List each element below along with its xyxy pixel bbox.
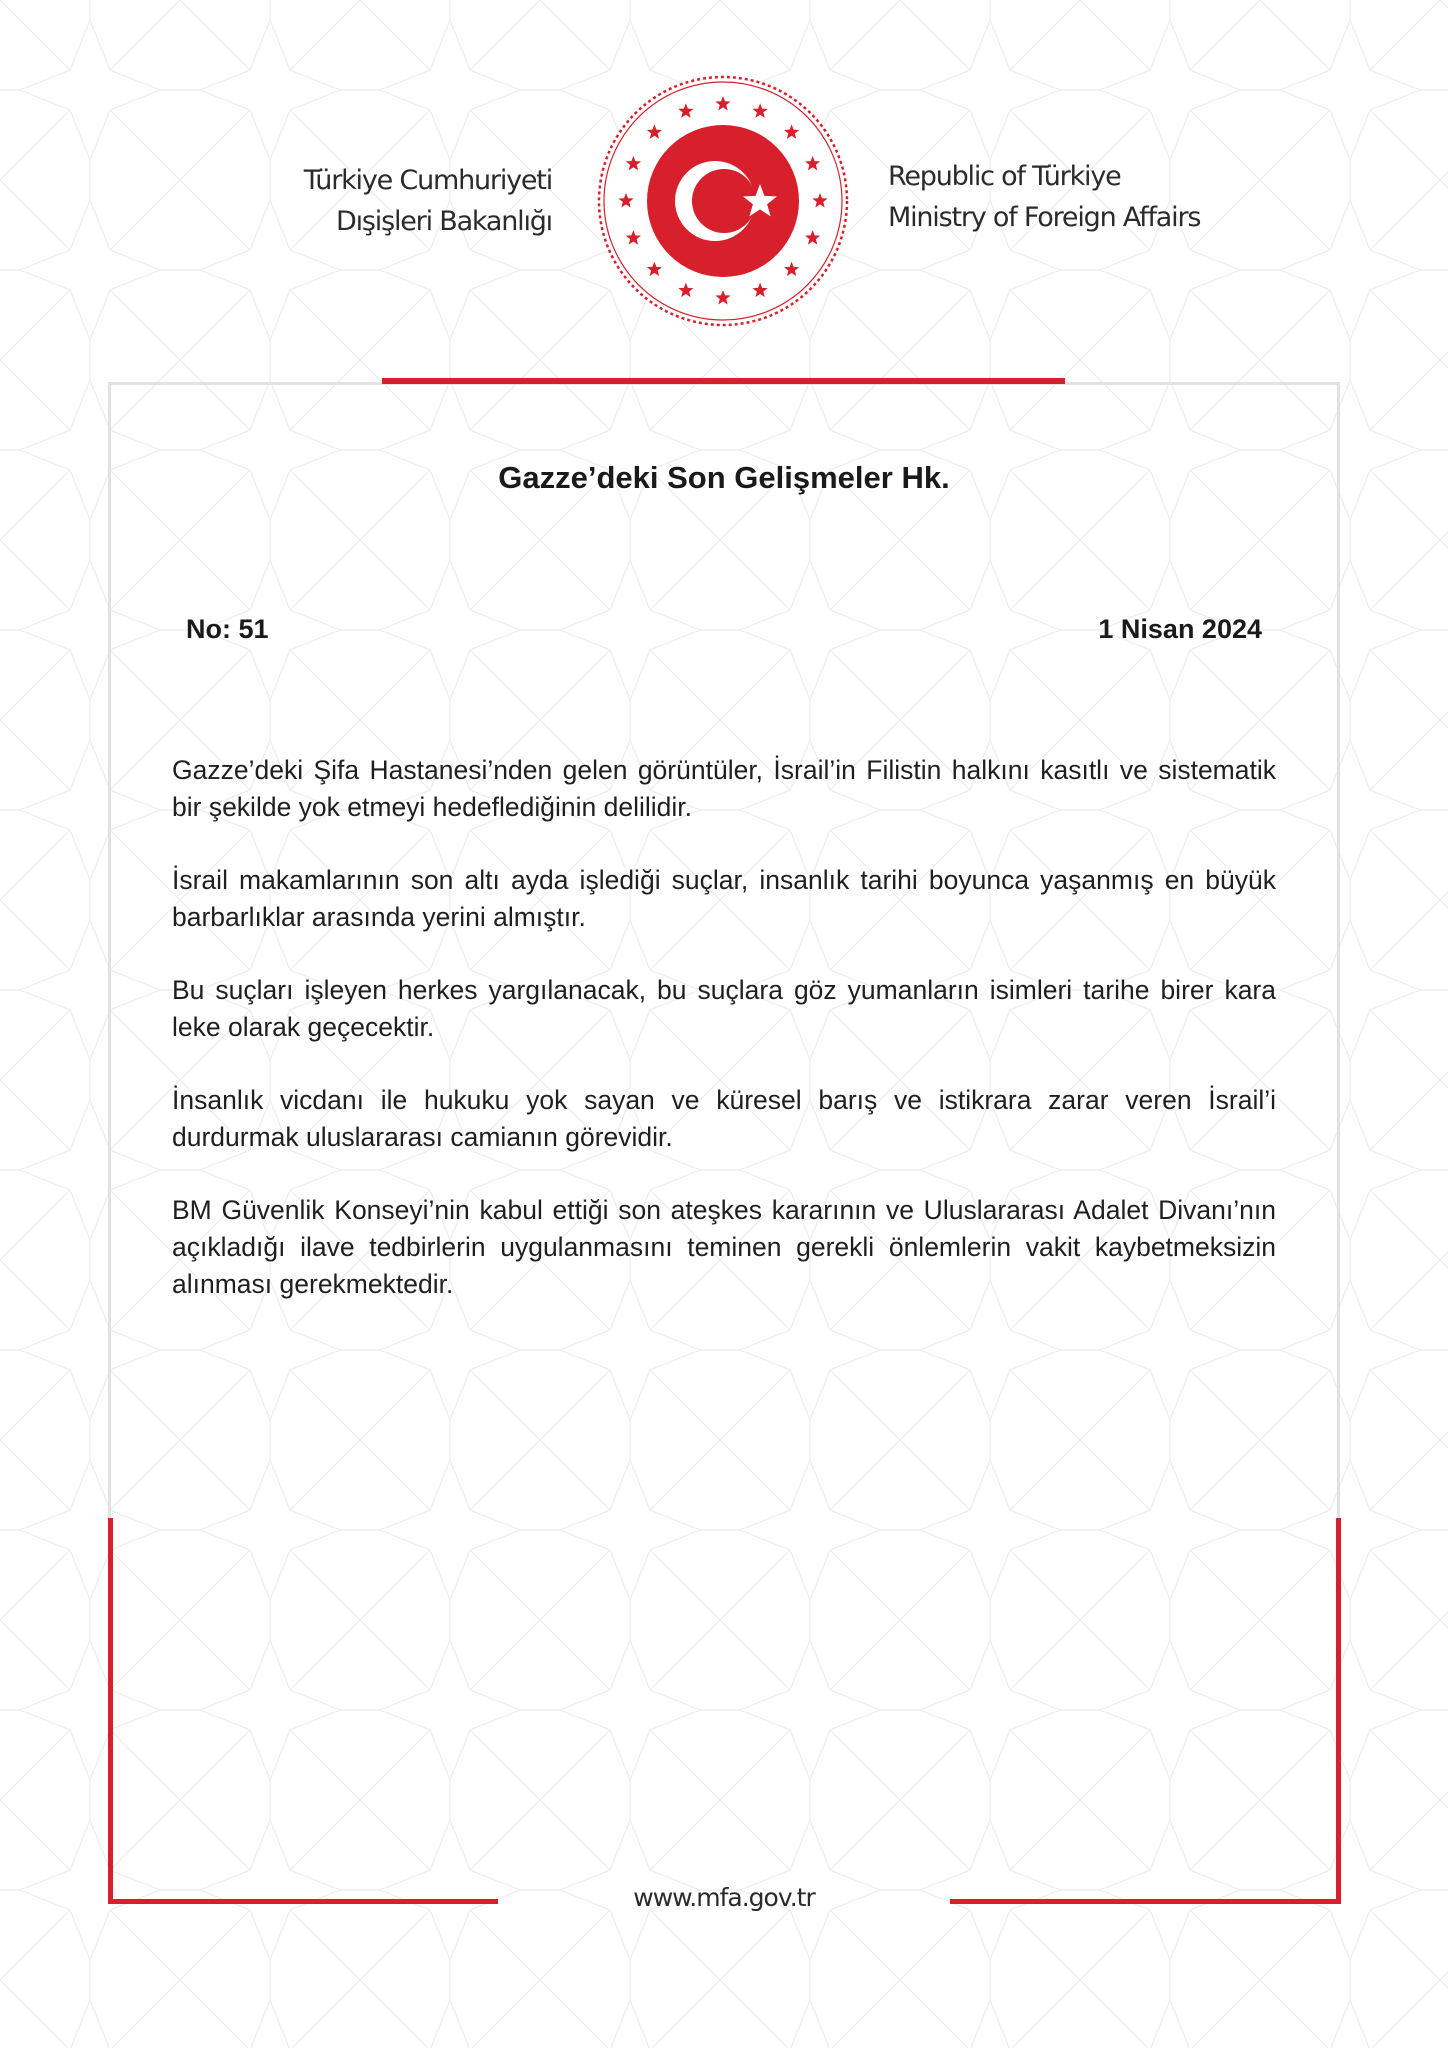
paragraph: Gazze’deki Şifa Hastanesi’nden gelen görüntüler, İsrail’in Filistin halkını kasıtlı ve sistematik bir şekilde yok etmeyi hedeflediğinin delilidir. — [172, 755, 1276, 822]
header-left-line1: Türkiye Cumhuriyeti — [303, 165, 552, 196]
document-body — [172, 752, 1276, 1339]
header-left-line2: Dışişleri Bakanlığı — [336, 206, 552, 237]
frame-right-border — [1337, 382, 1340, 1518]
paragraph: İnsanlık vicdanı ile hukuku yok sayan ve küresel barış ve istikrara zarar veren İsrail’i durdurmak uluslararası camianın görevidir. — [172, 1085, 1276, 1152]
frame-left-accent — [108, 1518, 113, 1904]
frame-right-accent — [1336, 1518, 1341, 1904]
frame-top-accent — [382, 378, 1065, 384]
crescent-star-seal-icon — [596, 74, 850, 328]
paragraph: BM Güvenlik Konseyi’nin kabul ettiği son ateşkes kararının ve Uluslararası Adalet Divanı’nın açıkladığı ilave tedbirlerin uygulanmasını teminen gerekli önlemlerin vakit kaybetmeksizin alınması gerekmektedir. — [172, 1195, 1276, 1299]
footer-website: www.mfa.gov.tr — [633, 1883, 815, 1912]
paragraph: İsrail makamlarının son altı ayda işlediği suçlar, insanlık tarihi boyunca yaşanmış en büyük barbarlıklar arasında yerini almıştır. — [172, 865, 1276, 932]
frame-left-border — [108, 382, 111, 1518]
header-left-text — [300, 160, 552, 242]
paragraph: Bu suçları işleyen herkes yargılanacak, bu suçlara göz yumanların isimleri tarihe birer kara leke olarak geçecektir. — [172, 975, 1276, 1042]
header-right-line1: Republic of Türkiye — [888, 161, 1121, 192]
header-right-line2: Ministry of Foreign Affairs — [888, 202, 1201, 233]
document-date: 1 Nisan 2024 — [1098, 614, 1262, 644]
document-title: Gazze’deki Son Gelişmeler Hk. — [498, 460, 950, 495]
document-number: No: 51 — [186, 614, 269, 644]
header-right-text — [888, 156, 1308, 238]
